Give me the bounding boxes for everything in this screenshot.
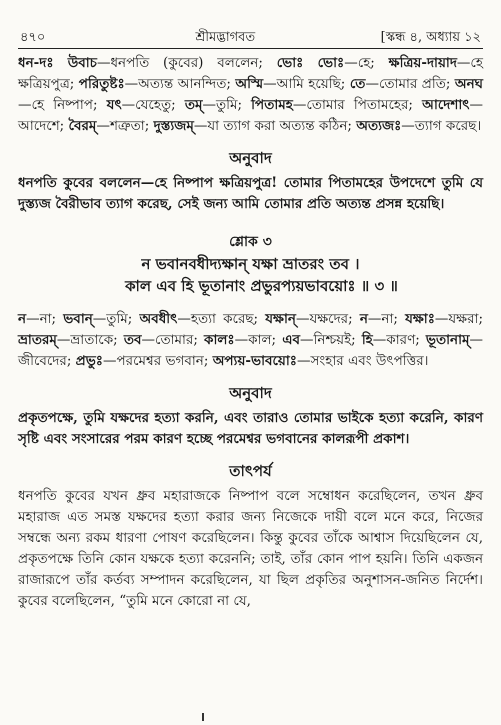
synonym-meaning: —আমি হয়েছি; [263,76,350,92]
synonym-meaning: —হে নিষ্পাপ; [18,97,107,113]
synonym-term: তম্ [184,97,203,113]
translation-heading-2: অনুবাদ [229,384,272,402]
synonym-meaning: —জীবেদের; [18,332,483,369]
synonym-term: অত্যজঃ [356,118,402,134]
synonym-meaning: —যক্ষরা; [434,311,484,327]
synonym-term: যক্ষান্ [265,311,296,327]
synonym-meaning: —হে ক্ষত্রিয়পুত্র; [18,55,483,92]
synonym-term: অবধীৎ [139,311,178,327]
page-mark [202,713,204,721]
synonym-meaning: —সংহার এবং উৎপত্তির। [297,353,429,369]
synonym-term: পরিতুষ্টঃ [78,76,125,92]
synonym-term: ভবান্ [63,311,93,327]
purport-text: ধনপতি কুবের যখন ধ্রুব মহারাজকে নিষ্পাপ বলে সম্বোধন করেছিলেন, তখন ধ্রুব মহারাজ এত সমস্ত যক্ষদের হত্যা করার জন্য নিজেকে দায়ী বলে মনে করে, নিজের সম্বন্ধে অন্য রকম ধারণা পোষণ করেছিলেন। কিন্তু কুবের তাঁকে আশ্বাস দিয়েছিলেন যে, প্রকৃতপক্ষে তিনি কোন যক্ষকে হত্যা করেননি; তাই, তাঁর কোন পাপ হয়নি। তিনি একজন রাজারূপে তাঁর কর্তব্য সম্পাদন করেছিলেন, যা ছিল প্রকৃতির অনুশাসন-জনিত নির্দেশ। কুবের বলেছিলেন, “তুমি মনে কোরো না যে, [18,488,483,609]
synonym-term: ধন-দঃ উবাচ [18,55,97,71]
synonym-term: তব [123,332,142,348]
synonym-meaning: —কারণ; [372,332,426,348]
synonym-term: যক্ষাঃ [405,311,435,327]
synonym-meaning: —তোমার; [141,332,205,348]
synonym-term: এব [282,332,301,348]
synonym-term: বৈরম্ [68,118,97,134]
synonym-term: ভূতানাম্ [425,332,470,348]
synonym-meaning: —না; [26,311,64,327]
synonym-meaning: —না; [367,311,406,327]
synonym-meaning: —তোমার প্রতি; [365,76,455,92]
page-number: ৪৭০ [20,30,46,45]
synonym-meaning: —আদেশে; [18,97,484,134]
synonym-term: আদেশাৎ [422,97,470,113]
synonym-meaning: —শত্রুতা; [96,118,154,134]
synonym-meaning: —ভ্রাতাকে; [56,332,124,348]
synonym-term: অপ্যয়-ভাবয়োঃ [212,353,297,369]
synonym-term: ভোঃ ভোঃ [276,55,345,71]
synonym-term: ভ্রাতরম্ [18,332,57,348]
synonym-meaning: —হত্যা করেছ; [177,311,266,327]
synonym-term: হি [361,332,373,348]
book-title: শ্রীমদ্ভাগবত [195,30,256,45]
synonym-meaning: —ধনপতি (কুবের) বললেন; [96,55,277,71]
section-reference: [স্কন্ধ ৪, অধ্যায় ১২ [380,30,481,45]
synonym-meaning: —যেহেতু; [121,97,185,113]
synonym-term: দুস্ত্যজম্ [153,118,194,134]
synonyms-block-1 [18,53,483,137]
synonym-meaning: —তুমি; [92,311,140,327]
verse-line-2: কাল এব হি ভূতানাং প্রভুরপ্যয়ভাবয়োঃ ॥ ৩ ॥ [125,277,398,295]
translation-text-1: ধনপতি কুবের বললেন—হে নিষ্পাপ ক্ষত্রিয়পুত্র! তোমার পিতামহের উপদেশে তুমি যে দুস্ত্যজ বৈরীভাব ত্যাগ করেছ, সেই জন্য আমি তোমার প্রতি অত্যন্ত প্রসন্ন হয়েছি। [18,175,483,212]
synonym-meaning: —হে; [344,55,389,71]
purport-heading: তাৎপর্য [229,462,272,480]
page-header [18,30,483,49]
synonyms-block-2 [18,309,483,372]
translation-heading-1: অনুবাদ [229,149,272,167]
synonym-meaning: —ত্যাগ করেছ। [401,118,482,134]
synonym-term: ক্ষত্রিয়-দায়াদ [388,55,457,71]
synonym-meaning: —তুমি; [202,97,252,113]
verse-label: শ্লোক ৩ [229,234,272,250]
synonym-term: যৎ [106,97,122,113]
synonym-term: অনঘ [454,76,483,92]
synonym-meaning: —কাল; [234,332,283,348]
synonym-term: অস্মি [235,76,264,92]
synonym-meaning: —নিশ্চয়ই; [300,332,362,348]
synonym-term: কালঃ [204,332,235,348]
translation-text-2: প্রকৃতপক্ষে, তুমি যক্ষদের হত্যা করনি, এবং তারাও তোমার ভাইকে হত্যা করেনি, কারণ সৃষ্টি এবং সংসারের পরম কারণ হচ্ছে পরমেশ্বর ভগবানের কালরূপী প্রকাশ। [18,410,483,447]
synonym-term: ন [18,311,27,327]
synonym-meaning: —পরমেশ্বর ভগবান; [103,353,213,369]
synonym-meaning: —তোমার পিতামহের; [292,97,423,113]
verse-line-1: ন ভবানবধীদ্যক্ষান্ যক্ষা ভ্রাতরং তব । [141,255,360,273]
synonym-meaning: —অত্যন্ত আনন্দিত; [124,76,236,92]
synonym-meaning: —যক্ষদের; [295,311,360,327]
synonym-term: পিতামহ [251,97,293,113]
synonym-term: প্রভুঃ [75,353,104,369]
synonym-term: ন [359,311,368,327]
synonym-term: তে [349,76,366,92]
synonym-meaning: —যা ত্যাগ করা অত্যন্ত কঠিন; [193,118,357,134]
